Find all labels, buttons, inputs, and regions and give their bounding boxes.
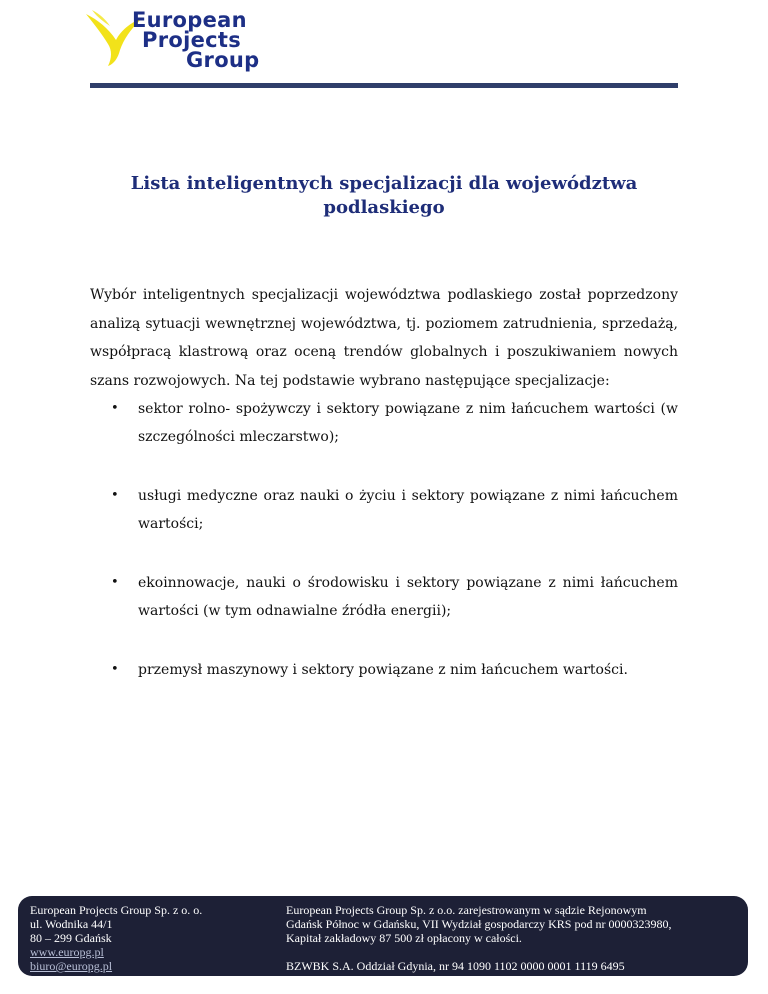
list-item-text: usługi medyczne oraz nauki o życiu i sektory powiązane z nimi łańcuchem wartości; <box>138 488 678 532</box>
footer-street: ul. Wodnika 44/1 <box>30 917 113 931</box>
list-item-text: sektor rolno- spożywczy i sektory powiązane z nim łańcuchem wartości (w szczególności mleczarstwo); <box>138 401 678 445</box>
footer-company: European Projects Group Sp. z o. o. <box>30 903 203 917</box>
logo-line-3: Group <box>186 48 260 72</box>
list-item-text: przemysł maszynowy i sektory powiązane z nim łańcuchem wartości. <box>138 662 628 678</box>
company-logo <box>84 6 304 76</box>
bullet-icon: • <box>111 488 119 503</box>
bullet-icon: • <box>111 401 119 416</box>
footer-email-link[interactable]: biuro@europg.pl <box>30 959 113 973</box>
list-item-text: ekoinnowacje, nauki o środowisku i sektory powiązane z nimi łańcuchem wartości (w tym odnawialne źródła energii); <box>138 575 678 619</box>
list-item <box>90 569 678 625</box>
document-title: Lista inteligentnych specjalizacji dla województwa podlaskiego <box>130 173 638 218</box>
page-header <box>0 0 768 92</box>
page-footer <box>18 896 748 976</box>
footer-legal-line-2: Gdańsk Północ w Gdańsku, VII Wydział gospodarczy KRS pod nr 0000323980, <box>286 917 672 931</box>
footer-contact <box>30 903 260 973</box>
footer-bank-account: BZWBK S.A. Oddział Gdynia, nr 94 1090 1102 0000 0001 1119 6495 <box>286 959 625 973</box>
logo-line-1: European <box>132 8 247 32</box>
logo-line-2: Projects <box>142 28 242 52</box>
footer-website-link[interactable]: www.europg.pl <box>30 945 104 959</box>
logo-wordmark <box>132 10 260 70</box>
intro-paragraph: Wybór inteligentnych specjalizacji województwa podlaskiego został poprzedzony analizą sytuacji wewnętrznej województwa, tj. poziomem zatrudnienia, sprzedażą, współpracą klastrową oraz oceną trendów globalnych i poszukiwaniem nowych szans rozwojowych. Na tej podstawie wybrano następujące specjalizacje: <box>90 287 678 389</box>
specializations-list <box>90 395 678 715</box>
footer-city: 80 – 299 Gdańsk <box>30 931 112 945</box>
bullet-icon: • <box>111 575 119 590</box>
footer-legal <box>286 903 741 973</box>
footer-legal-line-1: European Projects Group Sp. z o.o. zarejestrowanym w sądzie Rejonowym <box>286 903 647 917</box>
footer-legal-line-3: Kapitał zakładowy 87 500 zł opłacony w całości. <box>286 931 522 945</box>
header-divider <box>90 83 678 88</box>
bullet-icon: • <box>111 662 119 677</box>
list-item <box>90 656 678 684</box>
list-item <box>90 395 678 451</box>
list-item <box>90 482 678 538</box>
